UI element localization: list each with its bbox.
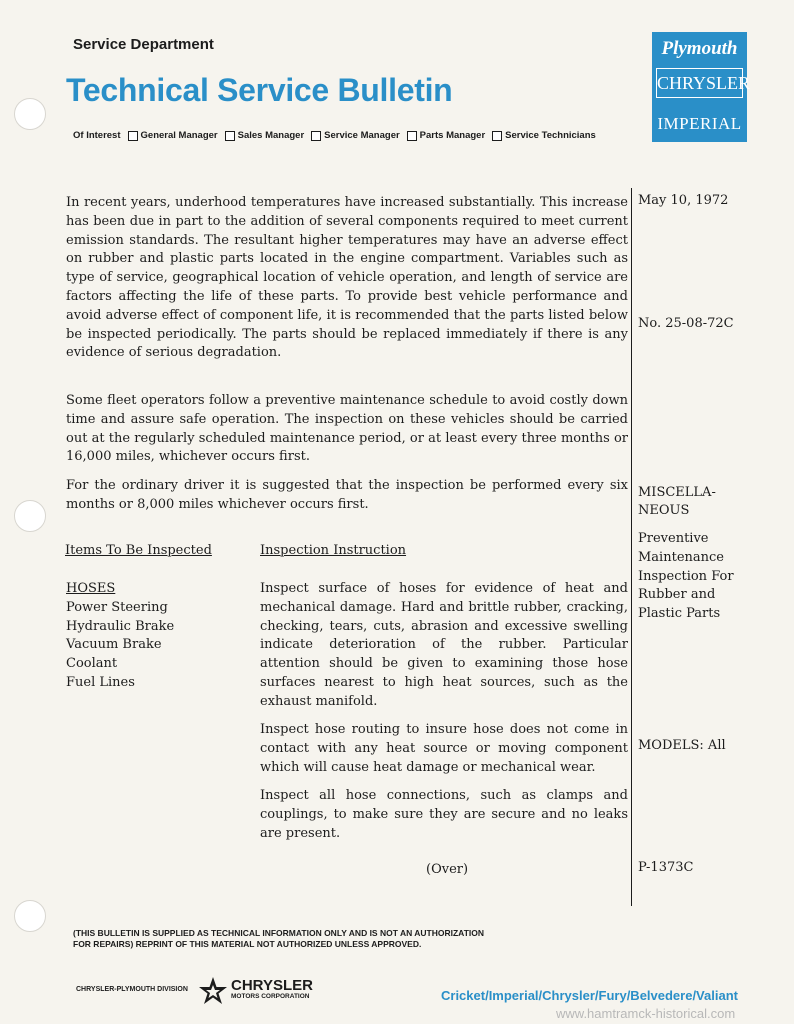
of-interest-row bbox=[73, 130, 596, 141]
brand-chrysler: CHRYSLER bbox=[656, 68, 743, 98]
instruction-2: Inspect hose routing to insure hose does not come in contact with any heat source or moving component which will cause heat damage or mechanical wear. bbox=[260, 722, 628, 775]
column-divider bbox=[631, 188, 632, 906]
punch-hole bbox=[14, 500, 46, 532]
body-paragraph-1: In recent years, underhood temperatures have increased substantially. This increase has been due in part to the addition of several components required to meet current emission standards. The resultant higher temperatures may have an adverse effect on rubber and plastic parts located in the engine compartment. Variables such as type of service, geographical location of vehicle operation, and length of service are factors affecting the life of these parts. To provide best vehicle performance and avoid adverse effect of component life, it is recommended that the parts listed below be inspected periodically. The parts should be replaced immediately if there is any evidence of serious degradation. bbox=[66, 195, 628, 361]
items-heading: Items To Be Inspected bbox=[65, 543, 212, 558]
category-line-1: MISCELLA- bbox=[638, 485, 716, 500]
pentastar-icon bbox=[198, 976, 228, 1006]
disclaimer: (THIS BULLETIN IS SUPPLIED AS TECHNICAL INFORMATION ONLY AND IS NOT AN AUTHORIZATION FOR REPAIRS) REPRINT OF THIS MATERIAL NOT AUTHORIZED UNLESS APPROVED. bbox=[73, 928, 484, 949]
instruction-3: Inspect all hose connections, such as clamps and couplings, to make sure they are secure and no leaks are present. bbox=[260, 788, 628, 841]
instruction-heading: Inspection Instruction bbox=[260, 543, 407, 558]
bulletin-number: No. 25-08-72C bbox=[638, 316, 734, 331]
division-label: CHRYSLER-PLYMOUTH DIVISION bbox=[76, 986, 188, 993]
list-item: Coolant bbox=[66, 656, 118, 672]
body-paragraph-2: Some fleet operators follow a preventive maintenance schedule to avoid costly down time and assure safe operation. The inspection on these vehicles should be carried out at the regularly scheduled maintenance period, or at least every three months or 16,000 miles, whichever occurs first. bbox=[66, 393, 628, 465]
of-interest-label: Of Interest bbox=[73, 130, 121, 141]
models-label: MODELS: All bbox=[638, 738, 726, 753]
list-item: Power Steering bbox=[66, 599, 168, 615]
publication-code: P-1373C bbox=[638, 860, 694, 875]
recipient-service-technicians: Service Technicians bbox=[492, 130, 596, 141]
recipient-sales-manager: Sales Manager bbox=[225, 130, 305, 141]
checkbox-icon bbox=[407, 131, 417, 141]
brand-plymouth: Plymouth bbox=[661, 38, 738, 59]
checkbox-icon bbox=[128, 131, 138, 141]
instruction-1: Inspect surface of hoses for evidence of heat and mechanical damage. Hard and brittle rubber, cracking, checking, tears, cuts, abrasion and excessive swelling indicate deterioration of the rubber. Particular attention should be given to examining those hose surfaces nearest to high heat sources, such as the exhaust manifold. bbox=[260, 581, 628, 709]
recipient-service-manager: Service Manager bbox=[311, 130, 400, 141]
list-item: Vacuum Brake bbox=[66, 637, 162, 653]
subject-block bbox=[638, 530, 734, 624]
bulletin-date: May 10, 1972 bbox=[638, 193, 729, 208]
brand-logo-block bbox=[652, 32, 751, 142]
department-label: Service Department bbox=[73, 36, 214, 53]
body-paragraph-3: For the ordinary driver it is suggested that the inspection be performed every six months or 8,000 miles whichever occurs first. bbox=[66, 478, 628, 512]
models-list: Cricket/Imperial/Chrysler/Fury/Belvedere/Valiant bbox=[441, 988, 738, 1003]
punch-hole bbox=[14, 900, 46, 932]
subject-line: Preventive bbox=[638, 531, 709, 546]
bulletin-title: Technical Service Bulletin bbox=[66, 72, 453, 108]
subject-line: Rubber and bbox=[638, 587, 716, 603]
list-item: Hydraulic Brake bbox=[66, 618, 175, 634]
subject-line: Inspection For bbox=[638, 568, 734, 584]
category-line-2: NEOUS bbox=[638, 503, 690, 518]
watermark: www.hamtramck-historical.com bbox=[556, 1006, 736, 1021]
over-label: (Over) bbox=[426, 862, 469, 877]
list-item: Fuel Lines bbox=[66, 674, 135, 690]
item-group-hoses: HOSES bbox=[66, 581, 116, 596]
checkbox-icon bbox=[225, 131, 235, 141]
punch-hole bbox=[14, 98, 46, 130]
items-list bbox=[66, 580, 174, 693]
checkbox-icon bbox=[311, 131, 321, 141]
corporation-logo: CHRYSLER MOTORS CORPORATION bbox=[231, 977, 313, 1000]
subject-line: Plastic Parts bbox=[638, 606, 721, 622]
subject-line: Maintenance bbox=[638, 549, 724, 565]
recipient-parts-manager: Parts Manager bbox=[407, 130, 485, 141]
checkbox-icon bbox=[492, 131, 502, 141]
brand-imperial: IMPERIAL bbox=[657, 114, 742, 133]
recipient-general-manager: General Manager bbox=[128, 130, 218, 141]
